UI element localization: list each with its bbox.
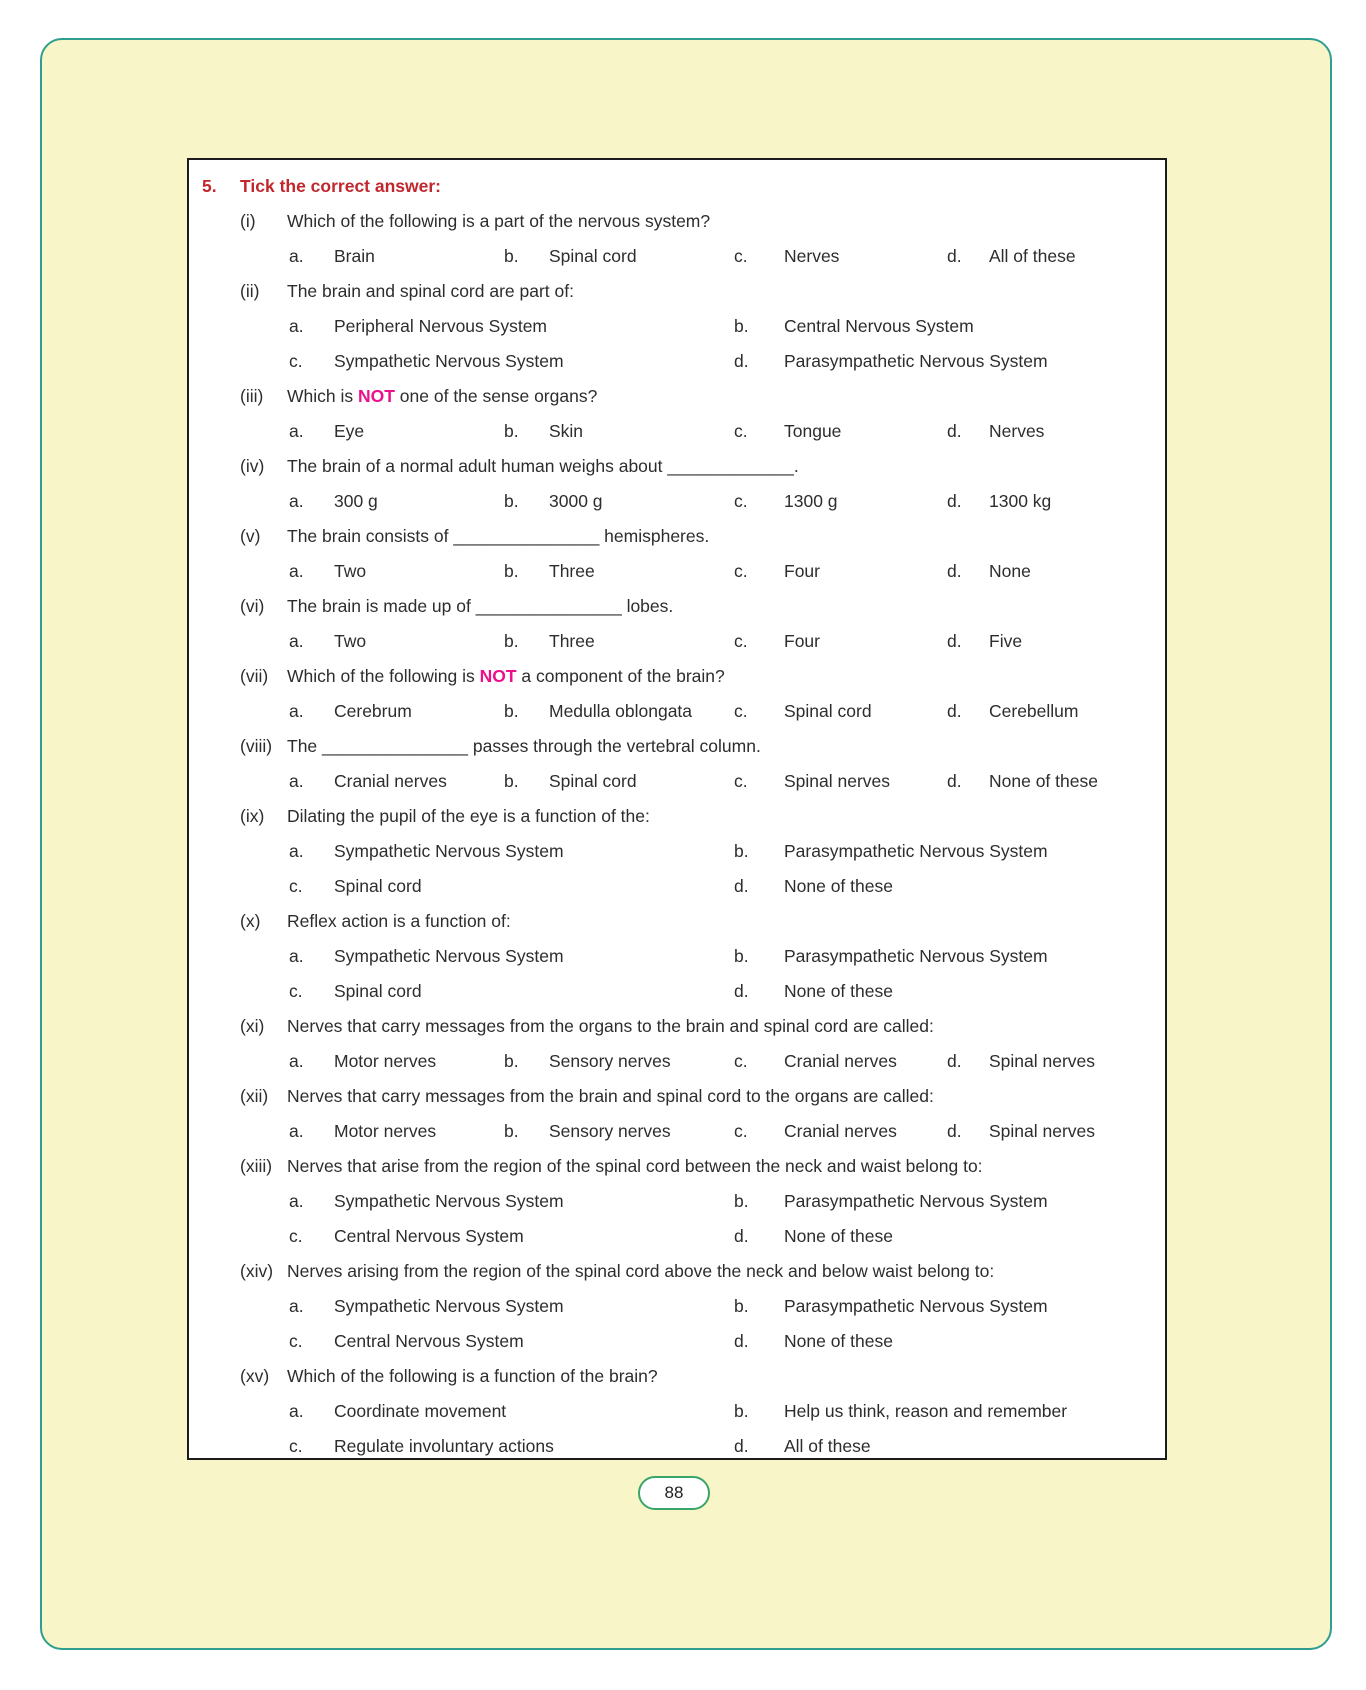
option-letter: c. <box>289 1226 303 1246</box>
option-letter: d. <box>947 561 962 581</box>
option-text: Parasympathetic Nervous System <box>784 1191 1048 1211</box>
option-letter: a. <box>289 491 304 511</box>
question-number: (xv) <box>240 1366 270 1386</box>
option-text: Central Nervous System <box>784 316 974 336</box>
question-text: Nerves arising from the region of the spinal cord above the neck and below waist belong to: <box>287 1261 995 1281</box>
page-frame <box>40 38 1332 1650</box>
question-row <box>189 519 1165 554</box>
option-text: Spinal cord <box>334 876 422 896</box>
option-letter: d. <box>734 981 749 1001</box>
option-text: Three <box>549 631 595 651</box>
options-row <box>189 1114 1165 1149</box>
option-text: Spinal cord <box>784 701 872 721</box>
options-row <box>189 344 1165 379</box>
option-text: Central Nervous System <box>334 1226 524 1246</box>
question-text: Which of the following is a part of the nervous system? <box>287 211 711 231</box>
question-row <box>189 904 1165 939</box>
option-text: 300 g <box>334 491 378 511</box>
section-number: 5. <box>202 176 217 196</box>
option-text: Peripheral Nervous System <box>334 316 547 336</box>
option-text: None of these <box>784 981 893 1001</box>
option-text: Parasympathetic Nervous System <box>784 351 1048 371</box>
option-letter: b. <box>504 246 519 266</box>
option-text: Two <box>334 631 367 651</box>
option-text: Parasympathetic Nervous System <box>784 1296 1048 1316</box>
question-text: Nerves that carry messages from the brain and spinal cord to the organs are called: <box>287 1086 934 1106</box>
page-number: 88 <box>664 1483 684 1502</box>
option-letter: b. <box>734 841 749 861</box>
option-text: Spinal cord <box>549 771 637 791</box>
option-letter: d. <box>947 1121 962 1141</box>
option-text: Tongue <box>784 421 842 441</box>
option-text: Coordinate movement <box>334 1401 507 1421</box>
option-letter: d. <box>947 421 962 441</box>
question-number: (vii) <box>240 666 269 686</box>
option-letter: d. <box>734 351 749 371</box>
question-row <box>189 449 1165 484</box>
option-text: None of these <box>784 876 893 896</box>
option-letter: c. <box>289 1436 303 1456</box>
question-number: (xii) <box>240 1086 269 1106</box>
option-letter: a. <box>289 631 304 651</box>
options-row <box>189 554 1165 589</box>
option-text: Eye <box>334 421 365 441</box>
option-letter: b. <box>504 421 519 441</box>
options-row <box>189 939 1165 974</box>
option-letter: c. <box>734 491 748 511</box>
question-text: The _______________ passes through the vertebral column. <box>287 736 761 756</box>
question-number: (ix) <box>240 806 265 826</box>
options-row <box>189 1219 1165 1254</box>
options-row <box>189 834 1165 869</box>
question-text: The brain consists of _______________ hemispheres. <box>287 526 710 546</box>
option-letter: d. <box>947 701 962 721</box>
option-letter: d. <box>734 1331 749 1351</box>
option-text: Parasympathetic Nervous System <box>784 841 1048 861</box>
option-letter: a. <box>289 771 304 791</box>
option-text: Parasympathetic Nervous System <box>784 946 1048 966</box>
option-letter: a. <box>289 1191 304 1211</box>
option-letter: a. <box>289 701 304 721</box>
option-letter: a. <box>289 841 304 861</box>
option-letter: d. <box>947 491 962 511</box>
option-letter: c. <box>289 351 303 371</box>
question-row <box>189 799 1165 834</box>
question-number: (iii) <box>240 386 264 406</box>
question-row <box>189 589 1165 624</box>
option-text: None of these <box>784 1331 893 1351</box>
option-text: All of these <box>989 246 1076 266</box>
option-letter: c. <box>289 1331 303 1351</box>
option-letter: b. <box>504 701 519 721</box>
option-letter: d. <box>734 1226 749 1246</box>
option-text: Spinal cord <box>549 246 637 266</box>
options-row <box>189 1324 1165 1359</box>
option-letter: a. <box>289 421 304 441</box>
question-text: Reflex action is a function of: <box>287 911 511 931</box>
option-text: Two <box>334 561 367 581</box>
question-number: (viii) <box>240 736 273 756</box>
option-text: Brain <box>334 246 375 266</box>
option-text: Spinal nerves <box>784 771 891 791</box>
question-text: Which of the following is NOT a component of the brain? <box>287 666 725 686</box>
question-number: (ii) <box>240 281 260 301</box>
option-letter: d. <box>947 1051 962 1071</box>
option-letter: a. <box>289 1401 304 1421</box>
options-row <box>189 624 1165 659</box>
option-text: 1300 kg <box>989 491 1052 511</box>
question-number: (vi) <box>240 596 265 616</box>
question-row <box>189 1149 1165 1184</box>
option-text: None <box>989 561 1031 581</box>
option-letter: a. <box>289 1296 304 1316</box>
option-text: None of these <box>989 771 1098 791</box>
options-row <box>189 869 1165 904</box>
option-letter: c. <box>734 246 748 266</box>
option-text: None of these <box>784 1226 893 1246</box>
question-text: Nerves that carry messages from the organs to the brain and spinal cord are called: <box>287 1016 934 1036</box>
options-row <box>189 309 1165 344</box>
question-row <box>189 1079 1165 1114</box>
question-number: (xiii) <box>240 1156 273 1176</box>
option-letter: a. <box>289 246 304 266</box>
option-letter: c. <box>734 561 748 581</box>
option-text: 1300 g <box>784 491 838 511</box>
option-text: Cranial nerves <box>334 771 447 791</box>
question-number: (xi) <box>240 1016 265 1036</box>
highlighted-word: NOT <box>357 386 395 406</box>
option-letter: d. <box>947 631 962 651</box>
options-row <box>189 484 1165 519</box>
question-text: Which of the following is a function of the brain? <box>287 1366 658 1386</box>
option-letter: d. <box>947 246 962 266</box>
option-letter: b. <box>504 491 519 511</box>
option-letter: b. <box>504 771 519 791</box>
option-text: Motor nerves <box>334 1051 437 1071</box>
question-text: The brain of a normal adult human weighs about _____________. <box>287 456 799 476</box>
highlighted-word: NOT <box>479 666 517 686</box>
option-text: Sympathetic Nervous System <box>334 1191 564 1211</box>
question-text: Nerves that arise from the region of the spinal cord between the neck and waist belong to: <box>287 1156 983 1176</box>
option-letter: c. <box>734 421 748 441</box>
option-text: 3000 g <box>549 491 603 511</box>
option-text: Cranial nerves <box>784 1051 897 1071</box>
option-letter: a. <box>289 316 304 336</box>
option-text: Medulla oblongata <box>549 701 693 721</box>
option-letter: a. <box>289 561 304 581</box>
option-letter: a. <box>289 946 304 966</box>
question-number: (iv) <box>240 456 265 476</box>
question-text: Dilating the pupil of the eye is a function of the: <box>287 806 650 826</box>
options-row <box>189 974 1165 1009</box>
question-number: (x) <box>240 911 261 931</box>
option-letter: c. <box>734 701 748 721</box>
options-row <box>189 764 1165 799</box>
options-row <box>189 1289 1165 1324</box>
question-number: (v) <box>240 526 261 546</box>
option-text: Sensory nerves <box>549 1051 671 1071</box>
page-number-badge <box>638 1476 710 1510</box>
option-text: Central Nervous System <box>334 1331 524 1351</box>
option-text: Three <box>549 561 595 581</box>
option-letter: c. <box>734 631 748 651</box>
option-text: Cerebrum <box>334 701 412 721</box>
option-letter: d. <box>734 1436 749 1456</box>
option-letter: b. <box>734 1296 749 1316</box>
option-letter: c. <box>734 771 748 791</box>
section-title: Tick the correct answer: <box>240 176 442 196</box>
options-row <box>189 414 1165 449</box>
option-text: All of these <box>784 1436 871 1456</box>
option-text: Spinal cord <box>334 981 422 1001</box>
question-row <box>189 659 1165 694</box>
question-text: Which is NOT one of the sense organs? <box>287 386 598 406</box>
section-header <box>189 169 1165 204</box>
option-text: Sensory nerves <box>549 1121 671 1141</box>
option-text: Skin <box>549 421 584 441</box>
option-text: Five <box>989 631 1023 651</box>
option-letter: c. <box>289 981 303 1001</box>
options-row <box>189 1044 1165 1079</box>
option-letter: d. <box>734 876 749 896</box>
option-text: Four <box>784 561 820 581</box>
option-text: Spinal nerves <box>989 1051 1096 1071</box>
options-row <box>189 1394 1165 1429</box>
option-text: Sympathetic Nervous System <box>334 351 564 371</box>
options-row <box>189 1429 1165 1460</box>
question-row <box>189 1254 1165 1289</box>
question-number: (i) <box>240 211 256 231</box>
option-text: Regulate involuntary actions <box>334 1436 554 1456</box>
option-letter: c. <box>734 1121 748 1141</box>
question-row <box>189 204 1165 239</box>
option-letter: b. <box>504 561 519 581</box>
option-letter: b. <box>734 316 749 336</box>
option-text: Nerves <box>784 246 840 266</box>
option-letter: a. <box>289 1051 304 1071</box>
options-row <box>189 1184 1165 1219</box>
question-row <box>189 1009 1165 1044</box>
questions-list <box>189 204 1165 1460</box>
option-letter: b. <box>504 631 519 651</box>
option-letter: b. <box>504 1121 519 1141</box>
options-row <box>189 694 1165 729</box>
option-letter: b. <box>734 946 749 966</box>
question-number: (xiv) <box>240 1261 274 1281</box>
option-letter: a. <box>289 1121 304 1141</box>
option-letter: c. <box>289 876 303 896</box>
option-text: Sympathetic Nervous System <box>334 1296 564 1316</box>
option-text: Motor nerves <box>334 1121 437 1141</box>
question-text: The brain is made up of _______________ lobes. <box>287 596 674 616</box>
question-box <box>187 158 1167 1460</box>
option-letter: b. <box>734 1401 749 1421</box>
option-text: Sympathetic Nervous System <box>334 841 564 861</box>
option-text: Four <box>784 631 820 651</box>
question-text: The brain and spinal cord are part of: <box>287 281 574 301</box>
option-letter: d. <box>947 771 962 791</box>
option-letter: c. <box>734 1051 748 1071</box>
option-text: Cerebellum <box>989 701 1079 721</box>
option-letter: b. <box>734 1191 749 1211</box>
question-row <box>189 729 1165 764</box>
option-text: Sympathetic Nervous System <box>334 946 564 966</box>
question-row <box>189 379 1165 414</box>
question-row <box>189 1359 1165 1394</box>
options-row <box>189 239 1165 274</box>
option-text: Nerves <box>989 421 1045 441</box>
option-text: Help us think, reason and remember <box>784 1401 1068 1421</box>
option-text: Cranial nerves <box>784 1121 897 1141</box>
option-letter: b. <box>504 1051 519 1071</box>
question-row <box>189 274 1165 309</box>
option-text: Spinal nerves <box>989 1121 1096 1141</box>
